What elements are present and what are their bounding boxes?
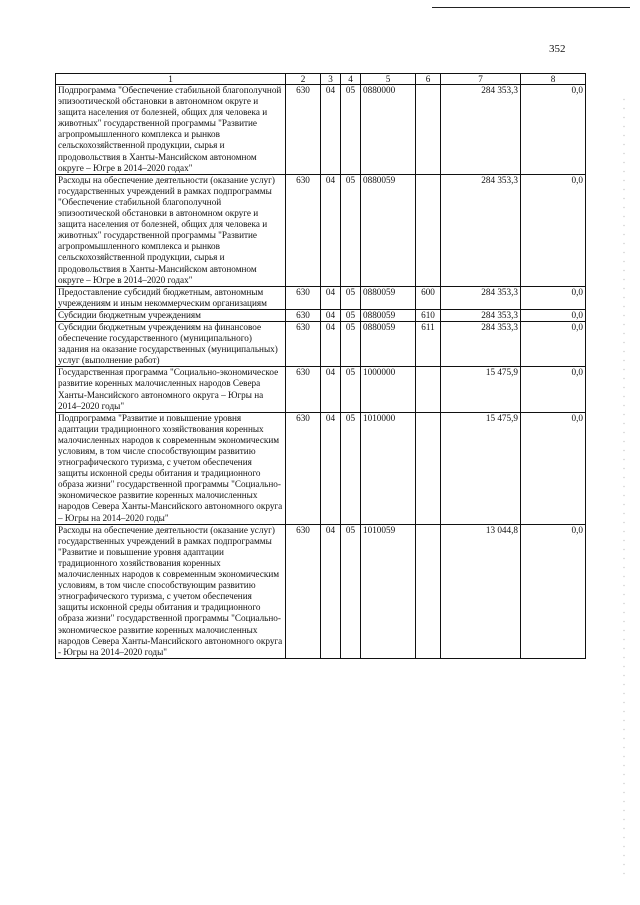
section-code: 04 (321, 367, 341, 412)
amount: 284 353,3 (441, 286, 521, 309)
section-code: 04 (321, 286, 341, 309)
amount-secondary: 0,0 (521, 309, 586, 321)
subsection-code: 05 (341, 524, 361, 658)
column-header: 3 (321, 74, 341, 85)
section-code: 04 (321, 524, 341, 658)
row-name: Государственная программа "Социально-экономическое развитие коренных малочисленных народов Севера Ханты-Мансийского автономного округа – Югры на 2014–2020 годы" (56, 367, 286, 412)
row-name: Субсидии бюджетным учреждениям на финансовое обеспечение государственного (муниципального) задания на оказание государственных (муниципальных) услуг (выполнение работ) (56, 321, 286, 366)
ministry-code: 630 (286, 286, 321, 309)
table-row (56, 412, 586, 524)
target-article-code: 0880000 (361, 85, 416, 175)
ministry-code: 630 (286, 309, 321, 321)
expense-type-code (416, 412, 441, 524)
amount: 284 353,3 (441, 321, 521, 366)
page-number: 352 (549, 43, 566, 55)
amount-secondary: 0,0 (521, 412, 586, 524)
amount-secondary: 0,0 (521, 174, 586, 286)
target-article-code: 1010000 (361, 412, 416, 524)
target-article-code: 0880059 (361, 321, 416, 366)
ministry-code: 630 (286, 174, 321, 286)
table-row (56, 321, 586, 366)
table-row (56, 524, 586, 658)
amount: 15 475,9 (441, 412, 521, 524)
table-row (56, 286, 586, 309)
amount-secondary: 0,0 (521, 85, 586, 175)
expense-type-code (416, 174, 441, 286)
row-name: Подпрограмма "Обеспечение стабильной благополучной эпизоотической обстановки в автономном округе и защита населения от болезней, общих для человека и животных" государственной программы "Развитие агропромышленного комплекса и рынков сельскохозяйственной продукции, сырья и продовольствия в Ханты-Мансийском автономном округе – Югре в 2014–2020 годах" (56, 85, 286, 175)
row-name: Расходы на обеспечение деятельности (оказание услуг) государственных учреждений в рамках подпрограммы "Развитие и повышение уровня адаптации традиционного хозяйствования коренных малочисленных народов к современным экономическим условиям, в том числе способствующим развитию этнографического туризма, с учетом обеспечения защиты исконной среды обитания и традиционного образа жизни" государственной программы "Социально-экономическое развитие коренных малочисленных народов Севера Ханты-Мансийского автономного округа - Югры на 2014–2020 годы" (56, 524, 286, 658)
ministry-code: 630 (286, 367, 321, 412)
amount: 284 353,3 (441, 174, 521, 286)
subsection-code: 05 (341, 174, 361, 286)
target-article-code: 0880059 (361, 309, 416, 321)
scan-edge-artifact (622, 95, 626, 875)
ministry-code: 630 (286, 85, 321, 175)
subsection-code: 05 (341, 309, 361, 321)
expense-type-code: 610 (416, 309, 441, 321)
column-header: 5 (361, 74, 416, 85)
amount-secondary: 0,0 (521, 321, 586, 366)
column-header: 4 (341, 74, 361, 85)
subsection-code: 05 (341, 286, 361, 309)
target-article-code: 0880059 (361, 174, 416, 286)
amount: 15 475,9 (441, 367, 521, 412)
expense-type-code: 600 (416, 286, 441, 309)
top-rule (432, 7, 630, 8)
row-name: Предоставление субсидий бюджетным, автономным учреждениям и иным некоммерческим организациям (56, 286, 286, 309)
header-row (56, 74, 586, 85)
section-code: 04 (321, 412, 341, 524)
row-name: Субсидии бюджетным учреждениям (56, 309, 286, 321)
budget-table (55, 73, 586, 659)
row-name: Подпрограмма "Развитие и повышение уровня адаптации традиционного хозяйствования коренных малочисленных народов к современным экономическим условиям, в том числе способствующим развитию этнографического туризма, с учетом обеспечения защиты исконной среды обитания и традиционного образа жизни" государственной программы "Социально-экономическое развитие коренных малочисленных народов Севера Ханты-Мансийского автономного округа – Югры на 2014–2020 годы" (56, 412, 286, 524)
amount-secondary: 0,0 (521, 524, 586, 658)
section-code: 04 (321, 174, 341, 286)
expense-type-code (416, 85, 441, 175)
subsection-code: 05 (341, 85, 361, 175)
column-header: 8 (521, 74, 586, 85)
expense-type-code: 611 (416, 321, 441, 366)
subsection-code: 05 (341, 321, 361, 366)
column-header: 2 (286, 74, 321, 85)
column-header: 6 (416, 74, 441, 85)
row-name: Расходы на обеспечение деятельности (оказание услуг) государственных учреждений в рамках подпрограммы "Обеспечение стабильной благополучной эпизоотической обстановки в автономном округе и защита населения от болезней, общих для человека и животных" государственной программы "Развитие агропромышленного комплекса и рынков сельскохозяйственной продукции, сырья и продовольствия в Ханты-Мансийском автономном округе – Югре в 2014–2020 годах" (56, 174, 286, 286)
target-article-code: 1000000 (361, 367, 416, 412)
amount: 284 353,3 (441, 309, 521, 321)
expense-type-code (416, 367, 441, 412)
table-row (56, 174, 586, 286)
column-header: 7 (441, 74, 521, 85)
target-article-code: 1010059 (361, 524, 416, 658)
table-row (56, 309, 586, 321)
amount: 13 044,8 (441, 524, 521, 658)
amount-secondary: 0,0 (521, 286, 586, 309)
expense-type-code (416, 524, 441, 658)
target-article-code: 0880059 (361, 286, 416, 309)
table-row (56, 367, 586, 412)
ministry-code: 630 (286, 412, 321, 524)
subsection-code: 05 (341, 367, 361, 412)
amount: 284 353,3 (441, 85, 521, 175)
section-code: 04 (321, 309, 341, 321)
subsection-code: 05 (341, 412, 361, 524)
ministry-code: 630 (286, 524, 321, 658)
section-code: 04 (321, 321, 341, 366)
column-header: 1 (56, 74, 286, 85)
ministry-code: 630 (286, 321, 321, 366)
amount-secondary: 0,0 (521, 367, 586, 412)
section-code: 04 (321, 85, 341, 175)
table-row (56, 85, 586, 175)
